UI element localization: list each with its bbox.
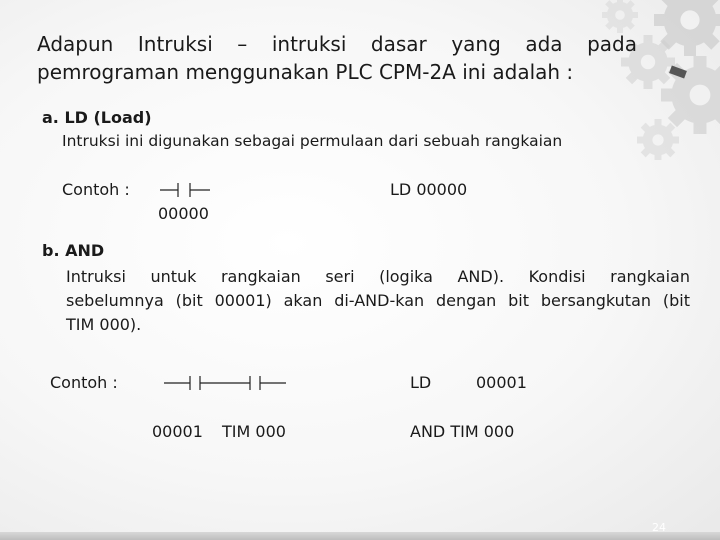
slide-title [37, 30, 637, 86]
section-b-description [66, 265, 690, 337]
section-a-example-label: Contoh : [62, 180, 130, 199]
section-a-heading: a. LD (Load) [42, 108, 152, 127]
section-a-instruction: LD 00000 [390, 180, 468, 199]
ladder-contact-no-icon [160, 180, 210, 200]
section-b-instr1-operand: 00001 [476, 373, 527, 392]
contact-address-label: 00000 [158, 204, 209, 223]
contact-1-address-label: 00001 [152, 422, 203, 441]
ladder-series-contacts-icon [164, 373, 286, 393]
section-b-example-label: Contoh : [50, 373, 118, 392]
section-b-instr1-op: LD [410, 373, 432, 392]
title-line-1: Adapun Intruksi – intruksi dasar yang ada pada [37, 32, 637, 56]
contact-2-address-label: TIM 000 [222, 422, 286, 441]
section-a-description: Intruksi ini digunakan sebagai permulaan dari sebuah rangkaian [62, 132, 563, 150]
section-b-line-1: Intruksi untuk rangkaian seri (logika AND). Kondisi rangkaian [66, 267, 690, 286]
section-b-instr2: AND TIM 000 [410, 422, 515, 441]
section-b-line-3: TIM 000). [66, 315, 142, 334]
page-number: 24 [652, 521, 666, 534]
title-line-2: pemrograman menggunakan PLC CPM-2A ini adalah : [37, 60, 574, 84]
footer-bar [0, 532, 720, 540]
section-b-line-2: sebelumnya (bit 00001) akan di-AND-kan dengan bit bersangkutan (bit [66, 291, 690, 310]
section-b-heading: b. AND [42, 241, 105, 260]
